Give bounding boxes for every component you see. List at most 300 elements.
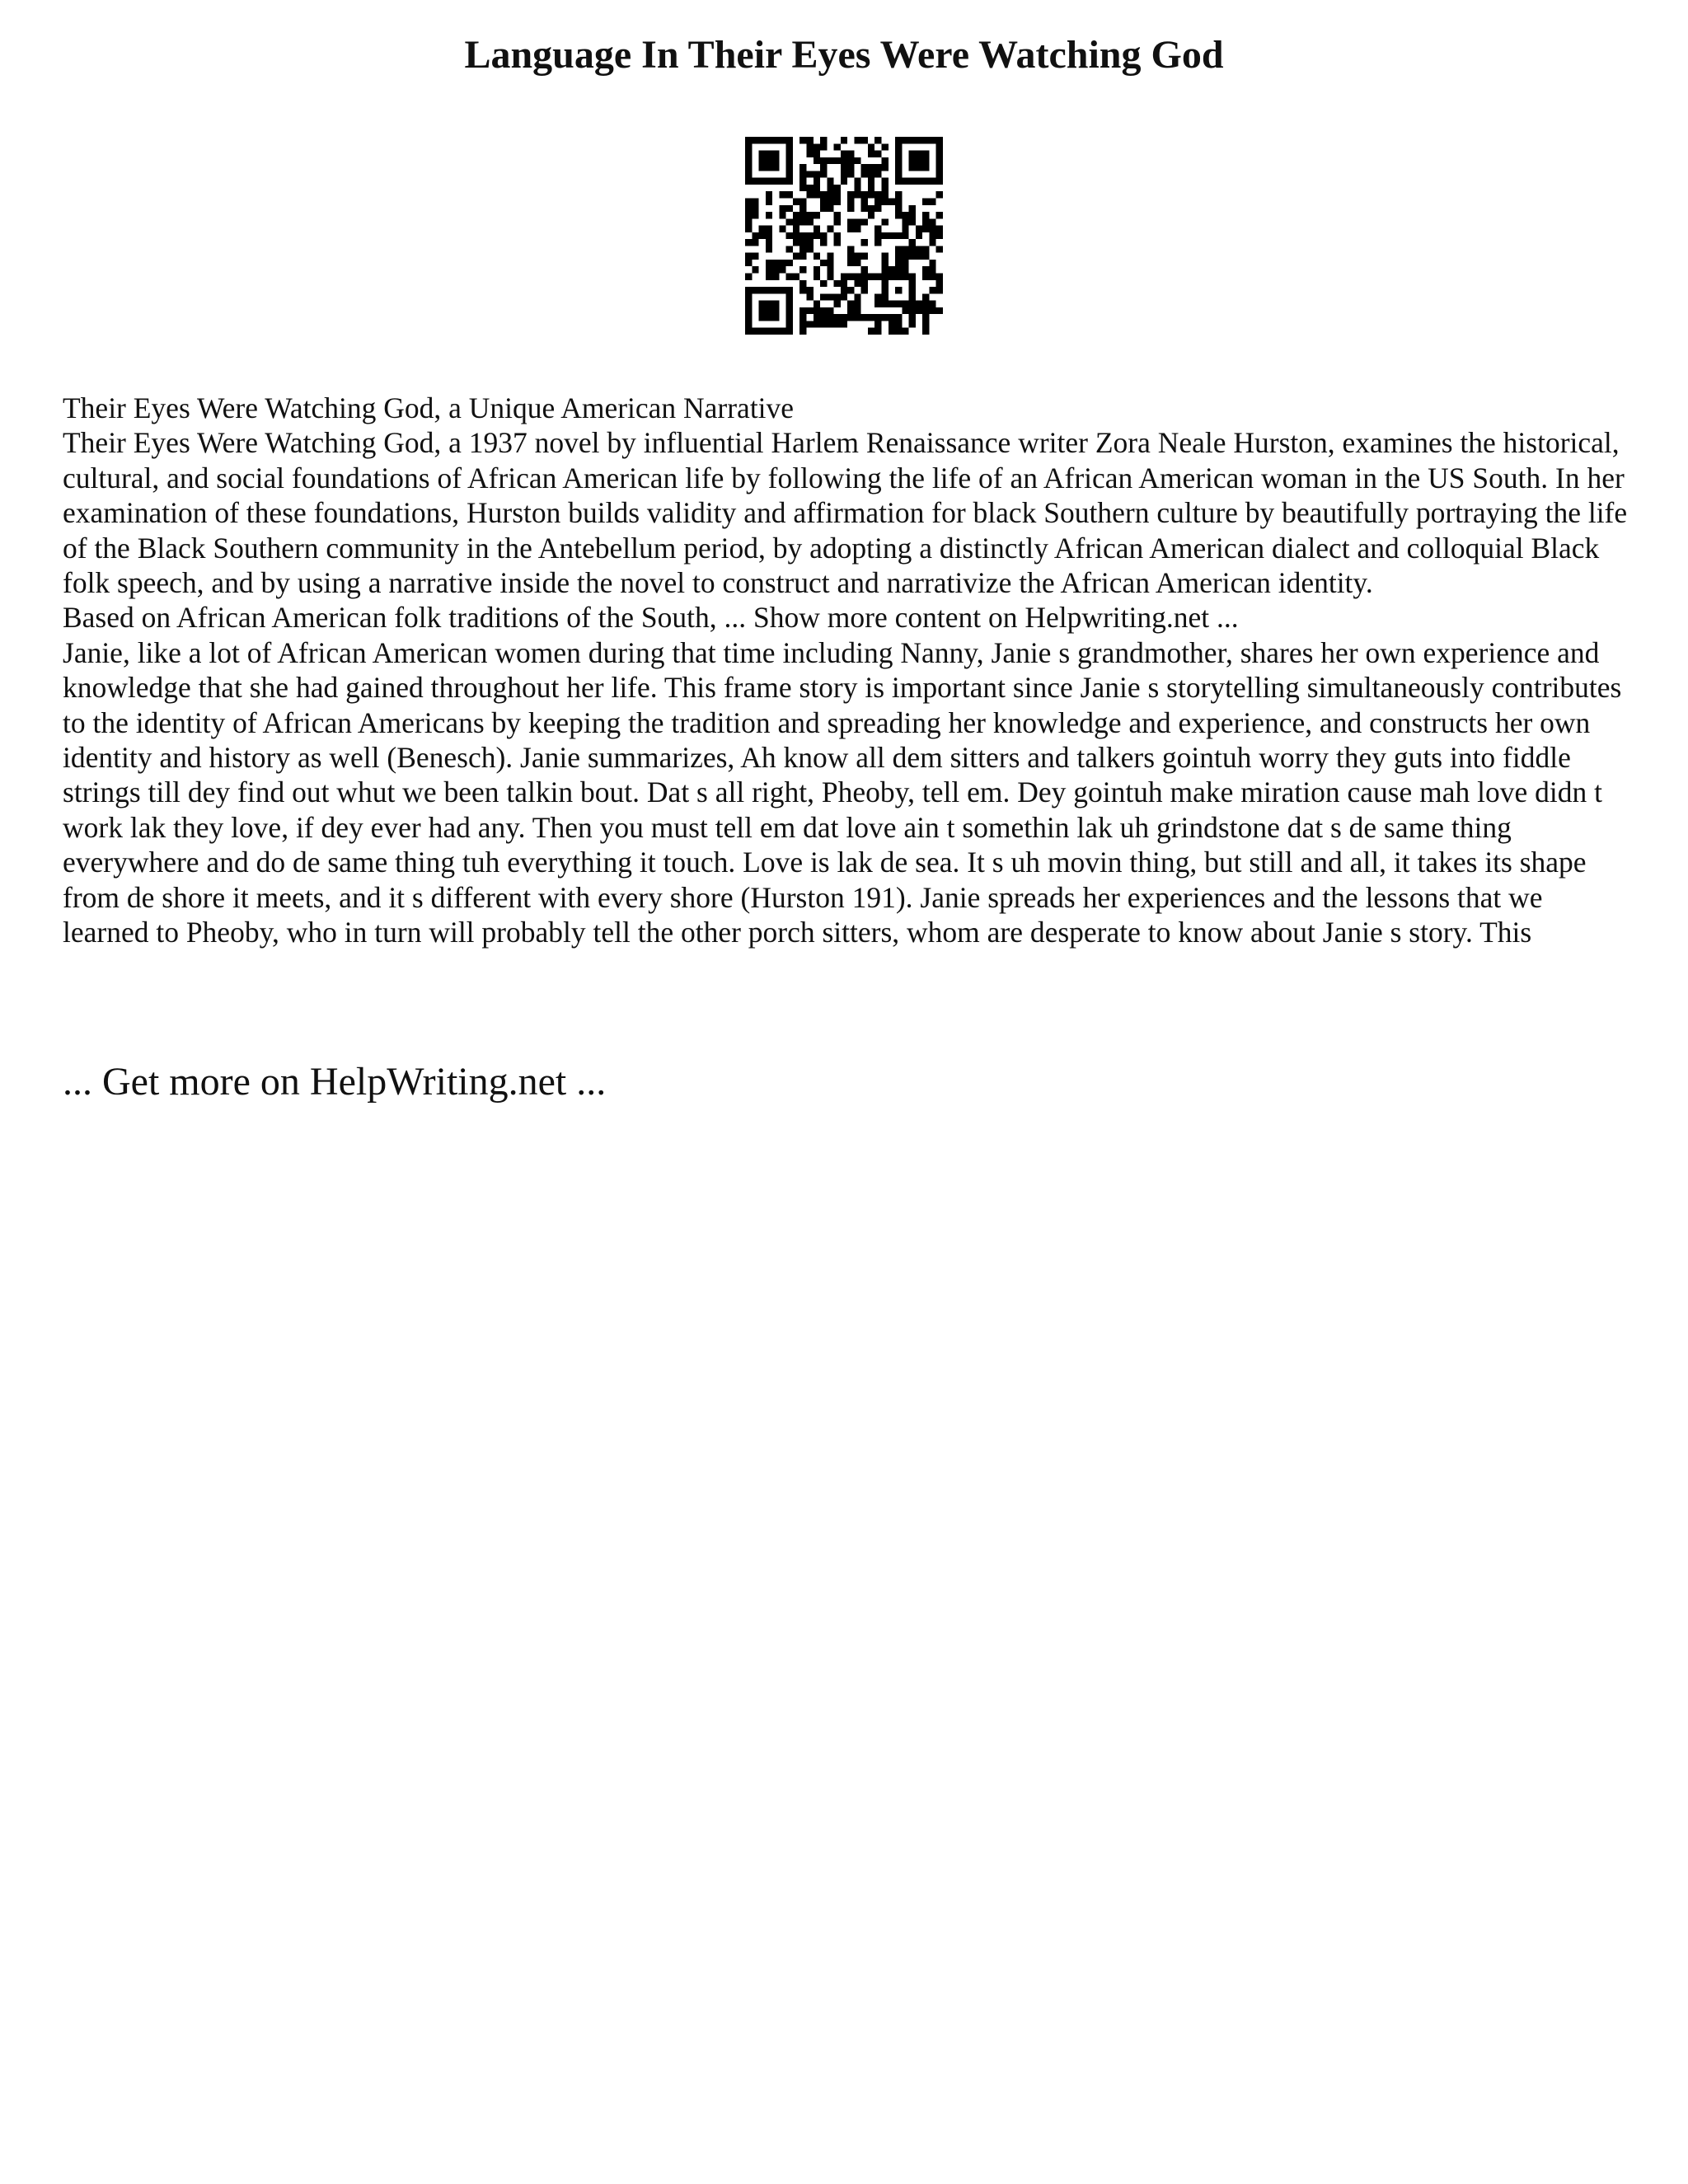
qr-module <box>759 328 766 335</box>
qr-module <box>922 307 929 314</box>
qr-module <box>889 232 895 239</box>
qr-module <box>752 205 758 212</box>
qr-module <box>759 307 766 314</box>
qr-module <box>874 151 881 157</box>
qr-module <box>814 321 820 327</box>
qr-code-graphic <box>745 137 943 335</box>
qr-module <box>909 151 916 157</box>
qr-module <box>936 137 943 143</box>
qr-module <box>820 164 827 171</box>
qr-module <box>752 137 758 143</box>
qr-module <box>752 266 758 273</box>
qr-module <box>841 314 847 321</box>
qr-module <box>874 226 881 232</box>
qr-module <box>779 226 785 232</box>
qr-module <box>861 218 868 225</box>
qr-module <box>882 253 889 260</box>
qr-module <box>874 328 881 335</box>
qr-module <box>854 185 860 191</box>
qr-module <box>847 260 854 266</box>
qr-module <box>806 171 813 177</box>
qr-module <box>779 178 785 185</box>
qr-module <box>779 137 785 143</box>
qr-module <box>786 171 793 177</box>
qr-module <box>868 191 874 198</box>
qr-module <box>854 314 860 321</box>
qr-module <box>895 137 902 143</box>
qr-module <box>779 266 785 273</box>
qr-module <box>895 246 902 252</box>
qr-module <box>772 307 779 314</box>
qr-module <box>814 191 820 198</box>
qr-module <box>902 253 908 260</box>
article-subtitle: Their Eyes Were Watching God, a Unique American Narrative <box>63 391 795 424</box>
qr-module <box>799 253 806 260</box>
qr-module <box>772 314 779 321</box>
qr-module <box>827 260 833 266</box>
qr-module <box>820 260 827 266</box>
qr-module <box>786 137 793 143</box>
qr-module <box>814 307 820 314</box>
qr-module <box>820 321 827 327</box>
qr-module <box>827 185 833 191</box>
qr-module <box>936 143 943 150</box>
qr-module <box>799 164 806 171</box>
qr-module <box>868 151 874 157</box>
qr-module <box>929 301 935 307</box>
qr-module <box>814 151 820 157</box>
qr-module <box>902 246 908 252</box>
qr-module <box>745 274 752 280</box>
qr-module <box>779 212 785 218</box>
qr-module <box>847 171 854 177</box>
qr-module <box>766 287 772 293</box>
qr-module <box>793 253 799 260</box>
qr-module <box>909 293 916 300</box>
qr-module <box>861 253 868 260</box>
qr-module <box>745 260 752 266</box>
qr-module <box>909 321 916 327</box>
qr-module <box>827 198 833 204</box>
qr-module <box>779 205 785 212</box>
qr-module <box>882 260 889 266</box>
qr-module <box>895 157 902 164</box>
qr-module <box>820 143 827 150</box>
qr-module <box>834 143 841 150</box>
qr-module <box>793 274 799 280</box>
qr-module <box>847 314 854 321</box>
qr-module <box>841 287 847 293</box>
qr-module <box>779 191 785 198</box>
qr-module <box>745 198 752 204</box>
qr-module <box>766 226 772 232</box>
qr-module <box>895 287 902 293</box>
qr-module <box>766 328 772 335</box>
qr-module <box>916 232 922 239</box>
qr-module <box>799 287 806 293</box>
qr-module <box>799 280 806 287</box>
qr-module <box>916 178 922 185</box>
qr-module <box>936 191 943 198</box>
qr-module <box>766 191 772 198</box>
qr-module <box>916 226 922 232</box>
qr-module <box>834 280 841 287</box>
qr-module <box>902 307 908 314</box>
qr-module <box>936 151 943 157</box>
qr-module <box>841 178 847 185</box>
qr-module <box>841 164 847 171</box>
qr-module <box>806 151 813 157</box>
qr-module <box>799 185 806 191</box>
qr-module <box>874 232 881 239</box>
qr-module <box>793 239 799 246</box>
qr-module <box>922 266 929 273</box>
qr-module <box>820 314 827 321</box>
qr-module <box>799 212 806 218</box>
qr-module <box>868 164 874 171</box>
qr-module <box>820 205 827 212</box>
qr-module <box>841 171 847 177</box>
qr-module <box>745 328 752 335</box>
qr-module <box>922 178 929 185</box>
qr-module <box>799 198 806 204</box>
qr-module <box>745 143 752 150</box>
qr-module <box>895 164 902 171</box>
qr-module <box>745 171 752 177</box>
qr-module <box>882 185 889 191</box>
qr-module <box>936 178 943 185</box>
qr-module <box>766 246 772 252</box>
qr-module <box>936 212 943 218</box>
qr-module <box>909 301 916 307</box>
qr-module <box>772 164 779 171</box>
qr-module <box>766 301 772 307</box>
qr-module <box>895 212 902 218</box>
qr-module <box>841 293 847 300</box>
qr-module <box>834 218 841 225</box>
qr-module <box>922 246 929 252</box>
qr-module <box>820 171 827 177</box>
qr-module <box>902 260 908 266</box>
page-title: Language In Their Eyes Were Watching God <box>464 33 1224 77</box>
qr-module <box>895 274 902 280</box>
qr-module <box>752 253 758 260</box>
qr-module <box>854 178 860 185</box>
qr-module <box>786 301 793 307</box>
qr-module <box>854 191 860 198</box>
qr-module <box>772 178 779 185</box>
qr-module <box>806 218 813 225</box>
qr-module <box>759 151 766 157</box>
qr-module <box>895 253 902 260</box>
qr-module <box>772 328 779 335</box>
qr-module <box>779 287 785 293</box>
qr-module <box>847 253 854 260</box>
qr-module <box>759 314 766 321</box>
qr-module <box>929 178 935 185</box>
qr-module <box>895 205 902 212</box>
qr-module <box>909 239 916 246</box>
qr-module <box>745 287 752 293</box>
qr-module <box>929 198 935 204</box>
article-paragraph-3: Janie, like a lot of African American women during that time including Nanny, Janie s grandmother, shares her own experience and knowledge that she had gained throughout her life. This frame story is important since Janie s storytelling simultaneously contributes to the identity of African Americans by keeping the tradition and spreading her knowledge and experience, and constructs her own identity and history as well (Benesch). Janie summarizes, Ah know all dem sitters and talkers gointuh worry they guts into fiddle strings till dey find out whut we been talkin bout. Dat s all right, Pheoby, tell em. Dey gointuh make miration cause mah love didn t work lak they love, if dey ever had any. Then you must tell em dat love ain t somethin lak uh grindstone dat s de same thing everywhere and do de same thing tuh everything it touch. Love is lak de sea. It s uh movin thing, but still and all, it takes its shape from de shore it meets, and it s different with every shore (Hurston 191). Janie spreads her experiences and the lessons that we learned to Pheoby, who in turn will probably tell the other porch sitters, whom are desperate to know about Janie s story. This <box>63 635 1622 949</box>
qr-module <box>786 287 793 293</box>
qr-module <box>745 239 752 246</box>
qr-module <box>909 178 916 185</box>
qr-module <box>847 218 854 225</box>
qr-module <box>772 151 779 157</box>
qr-module <box>779 328 785 335</box>
qr-module <box>799 246 806 252</box>
qr-module <box>854 260 860 266</box>
qr-module <box>786 293 793 300</box>
qr-module <box>820 232 827 239</box>
qr-module <box>827 157 833 164</box>
qr-module <box>759 178 766 185</box>
qr-module <box>820 239 827 246</box>
qr-module <box>834 191 841 198</box>
qr-module <box>799 205 806 212</box>
qr-module <box>834 293 841 300</box>
qr-module <box>868 314 874 321</box>
qr-module <box>779 260 785 266</box>
qr-module <box>922 274 929 280</box>
qr-module <box>909 164 916 171</box>
qr-module <box>895 151 902 157</box>
qr-module <box>929 137 935 143</box>
qr-module <box>786 260 793 266</box>
qr-module <box>799 266 806 273</box>
qr-module <box>834 157 841 164</box>
qr-module <box>882 157 889 164</box>
qr-module <box>827 274 833 280</box>
qr-module <box>902 328 908 335</box>
qr-module <box>922 212 929 218</box>
qr-module <box>814 157 820 164</box>
qr-module <box>909 137 916 143</box>
qr-module <box>936 307 943 314</box>
qr-module <box>902 232 908 239</box>
qr-module <box>882 293 889 300</box>
qr-module <box>827 226 833 232</box>
qr-module <box>882 191 889 198</box>
qr-module <box>929 239 935 246</box>
qr-module <box>759 232 766 239</box>
qr-module <box>916 151 922 157</box>
qr-module <box>861 171 868 177</box>
qr-module <box>745 151 752 157</box>
qr-module <box>889 198 895 204</box>
qr-module <box>745 212 752 218</box>
qr-module <box>847 274 854 280</box>
qr-module <box>745 293 752 300</box>
qr-module <box>909 287 916 293</box>
qr-module <box>936 232 943 239</box>
qr-module <box>786 151 793 157</box>
qr-module <box>786 246 793 252</box>
qr-module <box>745 178 752 185</box>
qr-module <box>889 266 895 273</box>
qr-module <box>902 266 908 273</box>
qr-module <box>936 157 943 164</box>
qr-module <box>745 226 752 232</box>
qr-module <box>759 157 766 164</box>
qr-module <box>820 198 827 204</box>
qr-module <box>902 137 908 143</box>
qr-module <box>922 137 929 143</box>
qr-module <box>786 328 793 335</box>
qr-module <box>902 301 908 307</box>
qr-module <box>752 239 758 246</box>
qr-module <box>814 266 820 273</box>
qr-module <box>841 274 847 280</box>
show-more-line: Based on African American folk traditions of the South, ... Show more content on Helpwriting.net ... <box>63 601 1239 635</box>
qr-module <box>820 157 827 164</box>
get-more-link[interactable]: ... Get more on HelpWriting.net ... <box>63 1060 607 1104</box>
qr-module <box>882 164 889 171</box>
qr-module <box>882 178 889 185</box>
qr-module <box>752 287 758 293</box>
qr-module <box>766 274 772 280</box>
qr-module <box>895 178 902 185</box>
qr-module <box>786 178 793 185</box>
qr-module <box>889 328 895 335</box>
qr-module <box>889 274 895 280</box>
qr-module <box>929 226 935 232</box>
qr-module <box>766 151 772 157</box>
qr-module <box>820 137 827 143</box>
qr-module <box>936 287 943 293</box>
qr-module <box>827 178 833 185</box>
qr-module <box>874 274 881 280</box>
qr-module <box>820 293 827 300</box>
qr-module <box>889 314 895 321</box>
qr-module <box>902 178 908 185</box>
qr-module <box>786 232 793 239</box>
qr-module <box>847 301 854 307</box>
qr-module <box>854 226 860 232</box>
qr-module <box>882 218 889 225</box>
qr-module <box>854 293 860 300</box>
qr-module <box>820 307 827 314</box>
qr-module <box>847 164 854 171</box>
qr-module <box>854 157 860 164</box>
qr-module <box>827 205 833 212</box>
qr-module <box>841 137 847 143</box>
qr-module <box>874 239 881 246</box>
qr-module <box>814 185 820 191</box>
qr-module <box>827 293 833 300</box>
qr-module <box>847 191 854 198</box>
qr-module <box>814 253 820 260</box>
qr-module <box>799 232 806 239</box>
qr-module <box>916 253 922 260</box>
qr-module <box>766 198 772 204</box>
qr-module <box>806 212 813 218</box>
qr-module <box>874 198 881 204</box>
qr-module <box>854 274 860 280</box>
qr-module <box>929 266 935 273</box>
qr-module <box>922 253 929 260</box>
qr-module <box>766 157 772 164</box>
qr-module <box>929 287 935 293</box>
qr-module <box>806 307 813 314</box>
qr-module <box>834 314 841 321</box>
qr-module <box>834 198 841 204</box>
qr-module <box>759 164 766 171</box>
qr-module <box>847 157 854 164</box>
qr-module <box>916 307 922 314</box>
qr-module <box>854 301 860 307</box>
qr-module <box>868 143 874 150</box>
qr-module <box>786 314 793 321</box>
qr-module <box>786 205 793 212</box>
qr-module <box>922 218 929 225</box>
qr-module <box>861 266 868 273</box>
qr-module <box>766 266 772 273</box>
qr-module <box>922 157 929 164</box>
qr-module <box>772 287 779 293</box>
qr-module <box>895 171 902 177</box>
qr-module <box>868 205 874 212</box>
qr-module <box>806 321 813 327</box>
qr-module <box>868 185 874 191</box>
qr-module <box>766 137 772 143</box>
qr-module <box>882 301 889 307</box>
qr-module <box>895 260 902 266</box>
qr-module <box>882 280 889 287</box>
qr-module <box>854 253 860 260</box>
qr-module <box>759 301 766 307</box>
qr-module <box>793 232 799 239</box>
qr-module <box>793 198 799 204</box>
qr-module <box>861 314 868 321</box>
qr-module <box>814 171 820 177</box>
qr-module <box>772 157 779 164</box>
qr-module <box>874 321 881 327</box>
qr-module <box>909 212 916 218</box>
qr-module <box>882 287 889 293</box>
qr-module <box>766 307 772 314</box>
qr-module <box>806 287 813 293</box>
qr-module <box>752 328 758 335</box>
qr-module <box>814 212 820 218</box>
qr-module <box>874 171 881 177</box>
qr-module <box>895 198 902 204</box>
qr-module <box>745 314 752 321</box>
qr-module <box>786 321 793 327</box>
qr-module <box>902 274 908 280</box>
qr-module <box>868 274 874 280</box>
qr-module <box>806 232 813 239</box>
qr-module <box>745 253 752 260</box>
qr-module <box>882 232 889 239</box>
qr-module <box>814 178 820 185</box>
qr-module <box>766 232 772 239</box>
qr-module <box>936 226 943 232</box>
qr-code-icon <box>745 137 943 335</box>
qr-module <box>922 293 929 300</box>
qr-module <box>772 260 779 266</box>
qr-module <box>766 239 772 246</box>
qr-module <box>834 212 841 218</box>
qr-module <box>922 198 929 204</box>
qr-module <box>772 274 779 280</box>
qr-module <box>799 137 806 143</box>
qr-module <box>861 137 868 143</box>
qr-module <box>868 328 874 335</box>
qr-module <box>902 212 908 218</box>
